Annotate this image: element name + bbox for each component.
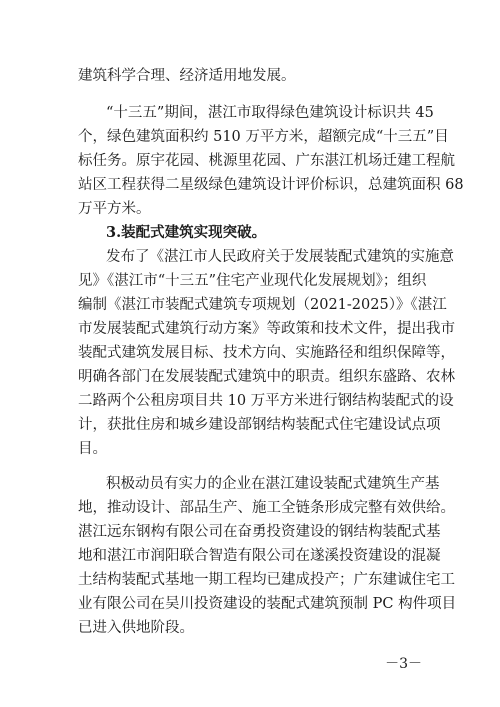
text-line: 万平方米。	[78, 201, 151, 217]
text-line: 积极动员有实力的企业在湛江建设装配式建筑生产基	[106, 476, 440, 492]
text-line: 建筑科学合理、经济适用地发展。	[78, 68, 296, 84]
text-line: “十三五”期间，湛江市取得绿色建筑设计标识共 45	[106, 105, 434, 121]
text-line: 业有限公司在吴川投资建设的装配式建筑预制 PC 构件项目	[78, 596, 457, 612]
page-number: －3－	[385, 656, 422, 672]
text-line: 市发展装配式建筑行动方案》等政策和技术文件，提出我市	[78, 321, 455, 337]
text-line: 标任务。原宇花园、桃源里花园、广东湛江机场迁建工程航	[78, 153, 455, 169]
text-line: 目。	[78, 441, 107, 457]
text-line: 见》《湛江市“十三五”住宅产业现代化发展规划》；组织	[78, 273, 427, 289]
text-line: 湛江远东钢构有限公司在奋勇投资建设的钢结构装配式基	[78, 524, 441, 540]
text-line: 土结构装配式基地一期工程均已建成投产；广东建诚住宅工	[78, 572, 455, 588]
text-line: 计，获批住房和城乡建设部钢结构装配式住宅建设试点项	[78, 417, 441, 433]
text-line: 装配式建筑发展目标、技术方向、实施路径和组织保障等，	[78, 345, 455, 361]
text-line: 站区工程获得二星级绿色建筑设计评价标识，总建筑面积 68	[78, 177, 464, 193]
section-heading: 3.装配式建筑实现突破。	[106, 224, 267, 241]
text-line: 地，推动设计、部品生产、施工全链条形成完整有效供给。	[78, 500, 455, 516]
text-line: 编制《湛江市装配式建筑专项规划（2021-2025）》《湛江	[78, 297, 447, 313]
text-line: 明确各部门在发展装配式建筑中的职责。组织东盛路、农林	[78, 369, 455, 385]
text-line: 二路两个公租房项目共 10 万平方米进行钢结构装配式的设	[78, 393, 454, 409]
text-line: 地和湛江市润阳联合智造有限公司在遂溪投资建设的混凝	[78, 548, 441, 564]
text-line: 已进入供地阶段。	[78, 620, 194, 636]
text-line: 发布了《湛江市人民政府关于发展装配式建筑的实施意	[106, 249, 454, 265]
text-line: 个，绿色建筑面积约 510 万平方米，超额完成“十三五”目	[78, 129, 449, 145]
